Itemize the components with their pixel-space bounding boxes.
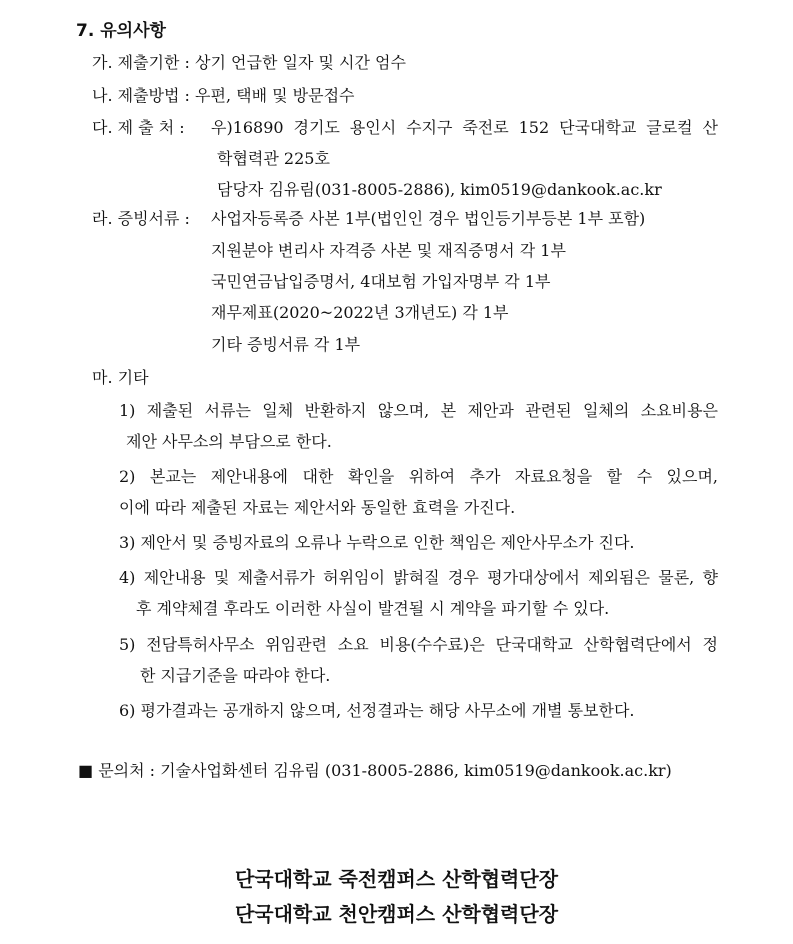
- note-4-line-1: 4) 제안내용 및 제출서류가 허위임이 밝혀질 경우 평가대상에서 제외됨은 물론, 향: [119, 568, 718, 587]
- section-number: 7.: [76, 21, 95, 41]
- note-2-line-2: 이에 따라 제출된 자료는 제안서와 동일한 효력을 가진다.: [119, 498, 516, 517]
- item-ra-line-4: 재무제표(2020~2022년 3개년도) 각 1부: [211, 303, 509, 322]
- item-ga-label: 가. 제출기한 :: [92, 53, 190, 72]
- item-ra-line-2: 지원분야 변리사 자격증 사본 및 재직증명서 각 1부: [211, 241, 566, 260]
- note-6-line-1: 6) 평가결과는 공개하지 않으며, 선정결과는 해당 사무소에 개별 통보한다.: [119, 701, 635, 720]
- section-heading: [76, 16, 166, 41]
- item-ga-value: 상기 언급한 일자 및 시간 엄수: [195, 53, 406, 72]
- note-1-line-1: 1) 제출된 서류는 일체 반환하지 않으며, 본 제안과 관련된 일체의 소요비용은: [119, 401, 718, 420]
- item-ra-line-1: 사업자등록증 사본 1부(법인인 경우 법인등기부등본 1부 포함): [211, 209, 646, 228]
- signature-cheonan: 단국대학교 천안캠퍼스 산학협력단장: [234, 902, 559, 926]
- note-2-line-1: 2) 본교는 제안내용에 대한 확인을 위하여 추가 자료요청을 할 수 있으며,: [119, 467, 718, 486]
- item-ra-line-3: 국민연금납입증명서, 4대보험 가입자명부 각 1부: [211, 272, 551, 291]
- note-5-line-2: 한 지급기준을 따라야 한다.: [140, 666, 331, 685]
- signature-jukjeon: 단국대학교 죽전캠퍼스 산학협력단장: [234, 867, 559, 891]
- contact-text: 문의처 : 기술사업화센터 김유림 (031-8005-2886, kim0519@dankook.ac.kr): [98, 761, 672, 780]
- item-da-line-2: 학협력관 225호: [217, 149, 330, 168]
- item-ma-label: 마. 기타: [92, 368, 149, 387]
- item-ra-line-5: 기타 증빙서류 각 1부: [211, 335, 361, 354]
- note-1-line-2: 제안 사무소의 부담으로 한다.: [126, 432, 332, 451]
- contact-bullet: ■: [78, 761, 94, 780]
- note-4-line-2: 후 계약체결 후라도 이러한 사실이 발견될 시 계약을 파기할 수 있다.: [136, 599, 610, 618]
- contact-line: [78, 760, 672, 782]
- note-3-line-1: 3) 제안서 및 증빙자료의 오류나 누락으로 인한 책임은 제안사무소가 진다.: [119, 533, 635, 552]
- item-da-label: 다. 제 출 처 :: [92, 118, 185, 137]
- item-ga: [92, 52, 406, 74]
- item-da-line-3: 담당자 김유림(031-8005-2886), kim0519@dankook.ac.kr: [217, 180, 662, 199]
- item-ra-label: 라. 증빙서류 :: [92, 209, 190, 228]
- section-title: 유의사항: [100, 21, 166, 41]
- item-na-label: 나. 제출방법 :: [92, 86, 190, 105]
- item-da-line-1: 우)16890 경기도 용인시 수지구 죽전로 152 단국대학교 글로컬 산: [211, 118, 718, 137]
- item-na: [92, 85, 354, 107]
- item-na-value: 우편, 택배 및 방문접수: [195, 86, 355, 105]
- note-5-line-1: 5) 전담특허사무소 위임관련 소요 비용(수수료)은 단국대학교 산학협력단에서 정: [119, 635, 718, 654]
